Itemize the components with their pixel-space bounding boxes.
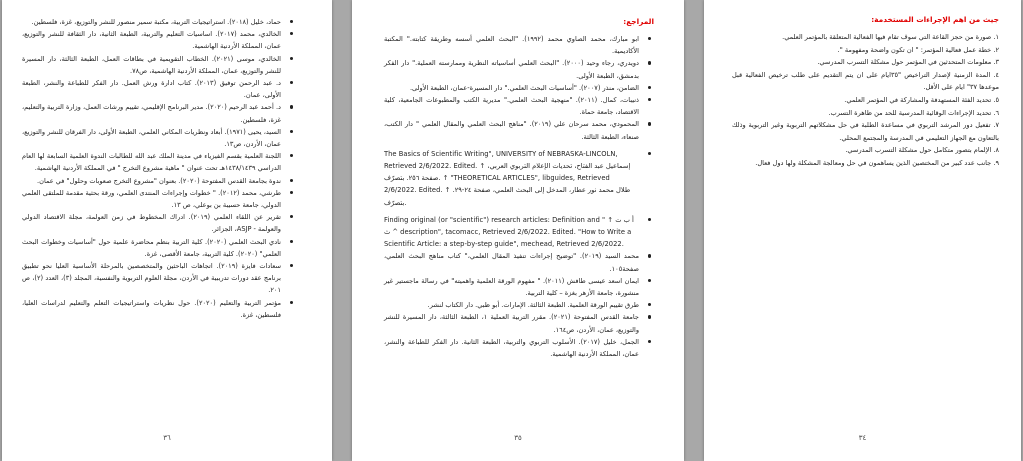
reference-item: الخالدي، محمد (٢٠١٧). اساسيات التعليم والتربية، الطبعة الثانية، دار الثقافة للنشر والتوزيع، عمان، المملكة الأردنية الهاشمية. [22, 28, 296, 52]
reference-item-english: Finding original (or "scientific") research articles: Definition and " ↑ أ ب ت ث ^ description", tacomacc, Retrieved 2/6/2022. Edited. "How to Write a Scientific Article: a step-by-step guide", mechead, Retrieved 2/6/2022. [384, 214, 654, 251]
page-body [22, 16, 296, 321]
reference-item: المحمودي، محمد سرحان علي (٢٠١٩). "مناهج البحث العلمي والمقال العلمي " دار الكتب، صنعاء، الطبعة الثالثة. [384, 118, 654, 142]
reference-item: الخالدي، موسى (٢٠٢١). الخطاب التقويمية في بطاقات العمل، الطبعة الثالثة، دار المسيرة للنشر والتوزيع، عمان، المملكة الأردنية الهاشمية، ص٧٨. [22, 53, 296, 77]
reference-item: دويدري، رجاء وحيد (٢٠٠٠). "البحث العلمي أساسياته النظرية وممارسته العملية." دار الفكر بدمشق، الطبعة الأولى. [384, 57, 654, 81]
procedure-step: ٤. المدة الزمنية لإصدار التراخيص "٣٥ايام على ان يتم التقديم على طلب ترخيص الفعالية قبل موعدها ٣٧" ايام على الأقل. [732, 71, 999, 92]
reference-item: د. أحمد عبد الرحيم (٢٠٢٠). مدير البرنامج الإقليمي، تقييم ورشات العمل، وزارة التربية والتعليم، غزة، فلسطين. [22, 101, 296, 125]
reference-item: الجمل، خليل (٢٠١٧). الأسلوب التربوي والتربية، الطبعة الثانية. دار الفكر للطباعة والنشر، عمان، المملكة الأردنية الهاشمية. [384, 336, 654, 360]
reference-item: حماد، خليل (٢٠١٨). استراتيجيات التربية، مكتبة سمير منصور للنشر والتوزيع، غزة، فلسطين. [22, 16, 296, 28]
document-page-36 [2, 0, 332, 461]
reference-item: ذنيبات، كمال. (٢٠١١). "منهجية البحث العلمي." مديرية الكتب والمطبوعات الجامعية، كلية الاقتصاد، جامعة حماة. [384, 94, 654, 118]
reference-item: ايمان اسعد عيسى طافش (٢٠١١). " مفهوم الورقة العلمية واهميته" في رسالة ماجستير غير منشورة، جامعة الأزهر بغزة – كلية التربية. [384, 275, 654, 299]
reference-item: ابو مبارك، محمد الصاوي محمد (١٩٩٢). "البحث العلمي أسسه وطريقة كتابته." المكتبة الأكاديمية. [384, 33, 654, 57]
procedure-step: ٨. الإلمام بتصور متكامل حول مشكلة التسرب المدرسي. [845, 146, 999, 155]
reference-item: سعادات فايزة (٢٠١٩). اتجاهات الباحثين والمتخصصين بالمرحلة الأساسية العليا نحو تطبيق برنامج عقد دورات تدريبية في الأردن، مجلة العلوم التربوية والنفسية، المجلد (٣)، العدد (٢)، ص ٢٠١. [22, 260, 296, 297]
reference-list [22, 16, 296, 321]
procedure-list [732, 31, 999, 169]
procedure-step: ٩. جانب عدد كبير من المختصين الذين يساهمون في حل ومعالجة المشكلة ولها دول فعال. [755, 159, 999, 168]
references-heading: المراجع: [623, 17, 654, 26]
procedures-heading: جيث من اهم الإجراءات المستخدمة: [871, 15, 999, 24]
page-number: ٣٦ [163, 434, 171, 442]
document-page-35 [352, 0, 684, 461]
page-number: ٣٤ [858, 434, 867, 442]
procedure-step: ٣. معلومات المتحدثين في المؤتمر حول مشكلة التسرب المدرسي. [817, 58, 999, 67]
procedure-step: ٢. خطة عمل فعالية المؤتمر: " ان تكون واضحة ومفهومة ". [837, 45, 999, 54]
procedure-step: ٧. تفعيل دور المرشد التربوي في مساعدة الطلبة في حل مشكلاتهم التربوية وغير التربوية وذلك بالتعاون مع الجهاز التعليمي في المدرسة والمجتمع المحلي. [732, 121, 999, 142]
reference-item: السيد، يحيى (١٩٧١). أبعاد ونظريات المكاني العلمي، الطبعة الأولى، دار الفرقان للنشر والتوزيع، عمان، الأردن، ص١٣. [22, 126, 296, 150]
reference-item: الضامن، منذر (٢٠٠٧). "أساسيات البحث العلمي." دار المسيرة-عمان، الطبعة الأولى. [384, 82, 654, 94]
reference-item: ندوة بجامعة القدس المفتوحة (٢٠٢٠). بعنوان "مشروع التخرج صعوبات وحلول" في عمان. [22, 175, 296, 187]
reference-item: طرشي، محمد (٢٠١٢). " خطوات وإجراءات المنتدى العلمي، ورقة بحثية مقدمة للملتقى العلمي الدولي، جامعة حسيبة بن بوعلي، ص ١٣. [22, 187, 296, 211]
reference-item: جامعة القدس المفتوحة (٢٠٢١). مقرر التربية العملية ١، الطبعة الثالثة، دار المسيرة للنشر والتوزيع، عمان، الأردن، ص١٦٤. [384, 311, 654, 335]
procedure-step: ١. صورة من حجز القاعة التي سوف تقام فيها الفعالية المتعلقة بالمؤتمر العلمي. [782, 33, 999, 41]
reference-item: نادي البحث العلمي (٢٠٢٠). كلية التربية بنظم محاضرة علمية حول "أساسيات وخطوات البحث العلمي" (٢٠٢٠). كلية التربية، جامعة الأقصى، غزة. [22, 236, 296, 260]
reference-item: طرق تقييم الورقة العلمية. الطبعة الثالثة. الإمارات. أبو ظبي. دار الكتاب لنشر. [384, 299, 654, 311]
procedure-step: ٦. تحديد الإجراءات الوقائية المدرسية للحد من ظاهرة التسرب. [828, 108, 999, 117]
reference-item: تقرير عن اللقاء العلمي (٢٠١٩). ادراك المخطوط في زمن العولمة، مجلة الاقتصاد الدولي والعولمة - ASJP، الجزائر. [22, 211, 296, 235]
page-body [384, 16, 654, 360]
reference-item-english: The Basics of Scientific Writing", UNIVERSITY of NEBRASKA-LINCOLN, Retrieved 2/6/2022. Edited. ↑ إسماعيل عبد الفتاح، تحديات الإعلام التربوي العربي، صفحة ٢٥٦. بتصرّف. ↑ "THEORETICAL ARTICLES", libguides, Retrieved 2/6/2022. Edited. ↑ طلال محمد نور عطار، المدخل إلى البحث العلمي، صفحة ٢٤-٢٩. بتصرّف. [384, 148, 654, 209]
procedure-step: ٥. تحديد الفئة المستهدفة والمشاركة في المؤتمر العلمي. [844, 96, 999, 105]
reference-item: مؤتمر التربية والتعليم (٢٠٢٠). حول نظريات واستراتيجيات التعلم والتعليم لدراسات العليا، فلسطين، غزة. [22, 297, 296, 321]
reference-item: د. عبد الرحمن توفيق (٢٠١٣). كتاب ادارة ورش العمل. دار الفكر للطباعة والنشر، الطبعة الأولى، عمان. [22, 77, 296, 101]
page-body [732, 14, 999, 170]
page-number: ٣٥ [514, 434, 522, 442]
reference-list [384, 33, 654, 360]
document-page-34 [704, 0, 1021, 461]
reference-item: محمد السيد (٢٠١٩). "توضيح إجراءات تنفيذ المقال العلمي،" كتاب مناهج البحث العلمي، صفحة١٠٥. [384, 250, 654, 274]
reference-item: اللجنة العلمية بقسم الفيزياء في مدينة الملك عبد الله للطالبات الندوة العلمية السابعة لها العام الدراسي ١٤٣٨/١٤٣٩هـ تحت عنوان " ماهية مشروع التخرج " في المملكة الأردنية الهاشمية. [22, 150, 296, 174]
